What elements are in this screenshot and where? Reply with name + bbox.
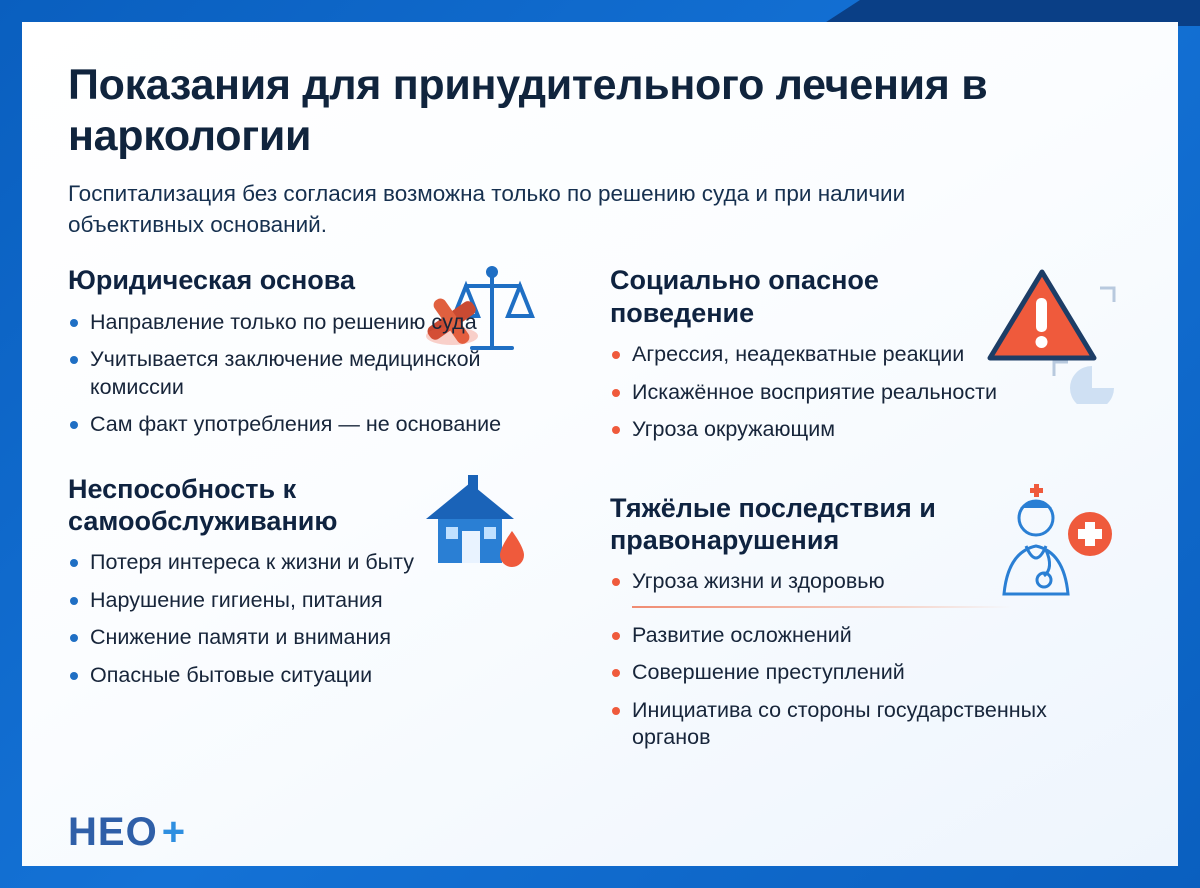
content-columns [68,264,1132,774]
list-item: Направление только по решению суда [68,309,510,337]
list-item: Угроза окружающим [610,416,1062,444]
list-item: Учитывается заключение медицинской комиссии [68,346,510,401]
list-item: Развитие осложнений [610,622,1062,650]
block-list [610,341,1132,444]
column-right [610,264,1132,774]
block-social-danger [610,264,1132,443]
block-severe-consequences [610,492,1132,752]
list-item: Угроза жизни и здоровью [610,568,1062,596]
doctor-icon [974,482,1124,617]
list-divider [632,606,1012,608]
page-subtitle: Госпитализация без согласия возможна только по решению суда и при наличии объективных оснований. [68,181,906,237]
page-title: Показания для принудительного лечения в наркологии [68,61,988,160]
block-heading: Неспособность к самообслуживанию [68,473,338,537]
list-item: Инициатива со стороны государственных органов [610,697,1062,752]
list-item: Снижение памяти и внимания [68,624,510,652]
block-heading: Тяжёлые последствия и правонарушения [610,492,936,555]
list-item: Нарушение гигиены, питания [68,587,510,615]
list-item: Совершение преступлений [610,659,1062,687]
block-heading: Социально опасное поведение [610,265,879,328]
block-list-secondary [610,622,1132,752]
brand-logo-plus: + [161,810,186,854]
list-item: Искажённое восприятие реальности [610,379,1062,407]
block-list [610,568,1132,596]
list-item: Агрессия, неадекватные реакции [610,341,1062,369]
block-heading: Юридическая основа [68,265,356,296]
block-self-care [68,473,590,690]
block-legal-basis [68,264,590,438]
list-item: Опасные бытовые ситуации [68,662,510,690]
list-item: Потеря интереса к жизни и быту [68,549,510,577]
brand-logo-text: НЕО [68,810,158,854]
poster-card [22,22,1178,866]
brand-logo [68,812,185,852]
list-item: Сам факт употребления — не основание [68,411,510,439]
column-left [68,264,590,774]
